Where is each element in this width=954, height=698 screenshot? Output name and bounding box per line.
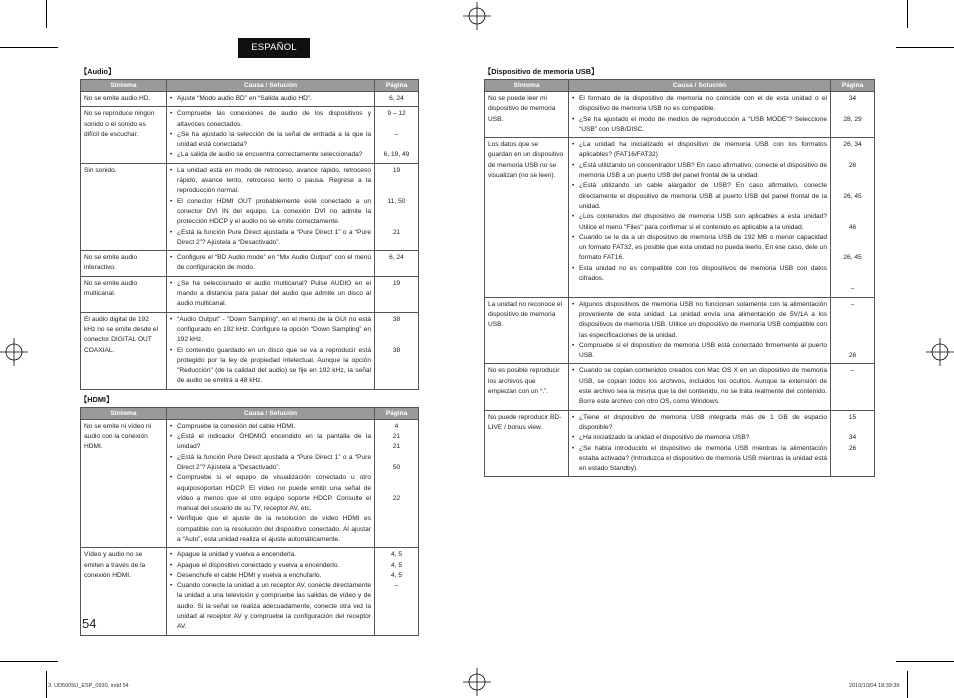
solution-item: • Compruebe las conexiones de audio de los dispositivos y altavoces conectados. <box>170 109 371 130</box>
page-cell: – 26 <box>831 297 875 364</box>
solution-list <box>572 366 827 407</box>
solution-header: Causa / Solución <box>167 80 375 92</box>
table-header-row <box>81 80 419 92</box>
table-row <box>81 276 419 312</box>
solution-item: • ¿Los contenidos del dispositivo de memoria USB son aplicables a esta unidad? Utilice el menú "Files" para confirmar si el contenido es aplicable a la unidad. <box>572 212 827 233</box>
table-row <box>485 410 875 477</box>
symptom-cell: No se emite ni vídeo ni audio con la conexión HDMI. <box>81 419 167 548</box>
symptom-cell: Los datos que se guardan en un dispositivo de memoria USB no se visualizan (no se leen). <box>485 138 569 297</box>
solution-item: • ¿Está el indicador ÓHDMIÓ encendido en la pantalla de la unidad? <box>170 432 371 453</box>
page-cell: 4 21 21 50 22 <box>375 419 419 548</box>
solution-cell <box>167 419 375 548</box>
solution-cell <box>569 297 831 364</box>
solution-cell <box>167 107 375 163</box>
hdmi-table <box>80 407 419 636</box>
crop-mark <box>0 47 58 48</box>
solution-cell <box>569 138 831 297</box>
solution-item: • ¿Está la función Pure Direct ajustada a “Pure Direct 1” o a “Pure Direct 2”? Ajústela a “Desactivado”. <box>170 228 371 249</box>
audio-section-title: 【Audio】 <box>80 67 116 76</box>
registration-mark-icon <box>0 338 28 366</box>
solution-cell <box>167 548 375 635</box>
solution-item: • ¿Se ha ajustado la selección de la señal de entrada a la que la unidad está conectada? <box>170 130 371 151</box>
page-cell: 4, 5 4, 5 4, 5 – <box>375 548 419 635</box>
solution-list <box>572 140 827 284</box>
symptom-cell: Sin sonido. <box>81 163 167 250</box>
footer-timestamp: 2010/10/04 18:39:39 <box>849 683 900 689</box>
solution-item: • ¿Se ha ajustado el modo de medios de reproducción a “USB MODE”? Seleccione “USB” con USB/DISC. <box>572 115 827 136</box>
registration-mark-icon <box>926 338 954 366</box>
page-header: Página <box>375 407 419 419</box>
symptom-header: Síntoma <box>485 80 569 92</box>
page-cell: – <box>831 364 875 410</box>
symptom-cell: No se reproduce ningún sonido o el sonido es difícil de escuchar. <box>81 107 167 163</box>
page-cell: 19 11, 50 21 <box>375 163 419 250</box>
page-cell: 15 34 26 <box>831 410 875 477</box>
solution-item: • Apague el dispositivo conectado y vuelva a encenderlo. <box>170 561 371 571</box>
language-tab: ESPAÑOL <box>238 38 310 58</box>
table-row <box>81 92 419 107</box>
solution-item: • Apague la unidad y vuelva a encenderla. <box>170 550 371 560</box>
solution-cell <box>167 312 375 389</box>
solution-cell <box>569 92 831 138</box>
page-cell: 6, 24 <box>375 92 419 107</box>
right-column <box>484 67 874 482</box>
footer-file-info: 3. UD5005U_ESP_0930. indd 54 <box>48 683 129 689</box>
table-row <box>485 138 875 297</box>
table-row <box>485 364 875 410</box>
table-row <box>81 251 419 277</box>
solution-header: Causa / Solución <box>569 80 831 92</box>
solution-list <box>170 315 371 387</box>
audio-table <box>80 79 419 390</box>
page-cell: 26, 34 26 26, 45 46 26, 45 – <box>831 138 875 297</box>
table-row <box>81 107 419 163</box>
solution-list <box>572 413 827 475</box>
solution-cell <box>569 410 831 477</box>
solution-cell <box>167 92 375 107</box>
solution-item: • ¿Se había introducido el dispositivo de memoria USB mientras la alimentación estaba activada? (Introduzca el dispositivo de memoria USB mientras la unidad está en estado Standby). <box>572 444 827 475</box>
solution-cell <box>569 364 831 410</box>
solution-list <box>170 94 371 104</box>
symptom-cell: No se emite audio HD. <box>81 92 167 107</box>
symptom-cell: No se emite audio interactivo. <box>81 251 167 277</box>
solution-item: • Algunos dispositivos de memoria USB no funcionan solamente con la alimentación proveniente de esta unidad. La unidad envía una alimentación de 5V/1A a los dispositivos de memoria USB. Utilice un dispositivo de memoria USB compatible con las especificaciones de la unidad. <box>572 300 827 341</box>
page-number: 54 <box>82 616 97 631</box>
solution-item: • El conector HDMI OUT probablemente esté conectado a un conector DVI IN del equipo. La conexión DVI no admite la protección HDCP y el audio no se emite correctamente. <box>170 197 371 228</box>
solution-cell <box>167 276 375 312</box>
symptom-cell: La unidad no reconoce el dispositivo de memoria USB. <box>485 297 569 364</box>
solution-item: • ¿Se ha seleccionado el audio multicanal? Pulse AUDIO en el mando a distancia para pasar del audio que admite un disco al audio multicanal. <box>170 279 371 310</box>
registration-mark-icon <box>463 2 491 30</box>
solution-item: • ¿La unidad ha inicializado el dispositivo de memoria USB con los formatos aplicables? (FAT16/FAT32) <box>572 140 827 161</box>
solution-item: • ¿Ha inicializado la unidad el dispositivo de memoria USB? <box>572 433 827 443</box>
solution-item: • ¿Tiene el dispositivo de memoria USB integrada más de 1 GB de espacio disponible? <box>572 413 827 434</box>
table-row <box>81 312 419 389</box>
page-header: Página <box>375 80 419 92</box>
solution-item: • Verifique que el ajuste de la resolución de vídeo HDMI es compatible con la resolución del dispositivo conectado. Al ajustar a “Auto”, esta unidad realiza el ajuste automáticamente. <box>170 514 371 545</box>
table-row <box>81 163 419 250</box>
crop-mark <box>46 671 47 698</box>
page-cell: 34 28, 29 <box>831 92 875 138</box>
solution-item: • ¿Está utilizando un cable alargador de USB? En caso afirmativo, conecte directamente el dispositivo de memoria USB al puerto USB del panel frontal de la unidad. <box>572 181 827 212</box>
solution-list <box>170 279 371 310</box>
solution-item: • Cuando se copian contenidos creados con Mac OS X en un dispositivo de memoria USB, se copian todos los archivos, incluidos los ocultos. Aunque la extensión de este archivo sea la misma que la del contenido, no se trata realmente del contenido. Borre este archivo con otro OS, como Windows. <box>572 366 827 407</box>
solution-item: • Configure el “BD Audio mode” en “Mix Audio Output” con el menú de configuración de modo. <box>170 253 371 274</box>
solution-cell <box>167 251 375 277</box>
solution-item: • La unidad está en modo de retroceso, avance rápido, retroceso rápido, avance lento, retroceso lento o pausa. Regrese a la reproducción normal. <box>170 166 371 197</box>
table-row <box>81 419 419 548</box>
page-cell: 6, 24 <box>375 251 419 277</box>
solution-list <box>170 550 371 632</box>
crop-mark <box>907 671 908 698</box>
symptom-cell: El audio digital de 192 kHz no se emite desde el conector DIGITAL OUT COAXIAL. <box>81 312 167 389</box>
symptom-cell: No se emite audio multicanal. <box>81 276 167 312</box>
solution-item: • Ajuste “Modo audio BD” en “Salida audio HD”. <box>170 94 371 104</box>
solution-item: • Cuando conecte la unidad a un receptor AV, conecte directamente la unidad a una televisión y compruebe las salidas de vídeo y de audio. Si la señal se realiza adecuadamente, conecte otra vez la unidad al receptor AV y compruebe la configuración del receptor AV. <box>170 581 371 632</box>
solution-cell <box>167 163 375 250</box>
solution-list <box>170 109 371 160</box>
table-row <box>81 548 419 635</box>
table-row <box>485 297 875 364</box>
page-cell: 19 <box>375 276 419 312</box>
solution-header: Causa / Solución <box>167 407 375 419</box>
usb-table <box>484 79 875 477</box>
hdmi-section-title: 【HDMI】 <box>80 394 114 404</box>
table-header-row <box>485 80 875 92</box>
solution-item: • El contenido guardado en un disco que se va a reproducir está protegido por la ley de propiedad intelectual. Aunque la opción "Reducción" (de la calidad del audio) se fije en 192 kHz, la señal de audio se emitirá a 48 kHz. <box>170 346 371 387</box>
table-row <box>485 92 875 138</box>
crop-mark <box>896 661 954 662</box>
table-header-row <box>81 407 419 419</box>
symptom-cell: No puede reproducir BD-LIVE / bonus view. <box>485 410 569 477</box>
solution-item: • “Audio Output” - “Down Sampling”, en el menú de la GUI no está configurado en 192 kHz. Configure la opción “Down Sampling” en 192 kHz. <box>170 315 371 346</box>
page-cell: 9 – 12 – 6, 19, 49 <box>375 107 419 163</box>
crop-mark <box>46 0 47 28</box>
symptom-header: Síntoma <box>81 407 167 419</box>
solution-item: • Desenchufe el cable HDMI y vuelva a enchufarlo. <box>170 571 371 581</box>
solution-list <box>170 253 371 274</box>
solution-item: • Compruebe si el dispositivo de memoria USB está conectado firmemente al puerto USB. <box>572 341 827 362</box>
symptom-cell: No es posible reproducir los archivos que empiezan con un “.”. <box>485 364 569 410</box>
symptom-cell: Vídeo y audio no se emiten a través de la conexión HDMI. <box>81 548 167 635</box>
registration-mark-icon <box>463 668 491 696</box>
solution-item: • Cuando se le da a un dispositivo de memoria USB de 192 MB o menor capacidad un formato FAT32, es posible que esta unidad no pueda leerlo. En ese caso, dele un formato FAT16. <box>572 233 827 264</box>
solution-item: • El formato de la dispositivo de memoria no coincide con el de esta unidad o el dispositivo de memoria USB no es compatible. <box>572 94 827 115</box>
symptom-cell: No se puede leer mi dispositivo de memoria USB. <box>485 92 569 138</box>
crop-mark <box>907 0 908 28</box>
page-cell: 38 38 <box>375 312 419 389</box>
solution-item: • ¿Está utilizando un concentrador USB? En caso afirmativo, conecte el dispositivo de memoria USB a un puerto USB del panel frontal de la unidad. <box>572 161 827 182</box>
left-column <box>80 67 418 641</box>
solution-item: • Compruebe si el equipo de visualización conectado u otro equiposoportan HDCP. El vídeo no puede emitir una señal de vídeo a menos que el otro equipo soporte HDCP. Consulte el manual del usuario de su TV, receptor AV, etc. <box>170 473 371 514</box>
usb-section-title: 【Dispositivo de memoria USB】 <box>484 67 599 76</box>
solution-list <box>170 422 371 546</box>
solution-item: • Compruebe la conexión del cable HDMI. <box>170 422 371 432</box>
crop-mark <box>896 47 954 48</box>
symptom-header: Síntoma <box>81 80 167 92</box>
solution-list <box>572 300 827 362</box>
page-header: Página <box>831 80 875 92</box>
solution-item: • ¿La salida de audio se encuentra correctamente seleccionada? <box>170 150 371 160</box>
crop-mark <box>0 661 58 662</box>
solution-item: • ¿Está la función Pure Direct ajustada a “Pure Direct 1” o a “Pure Direct 2”? Ajústela a “Desactivado”. <box>170 453 371 474</box>
solution-item: • Esta unidad no es compatible con los dispositivos de memoria USB con datos cifrados. <box>572 264 827 285</box>
solution-list <box>572 94 827 135</box>
solution-list <box>170 166 371 248</box>
